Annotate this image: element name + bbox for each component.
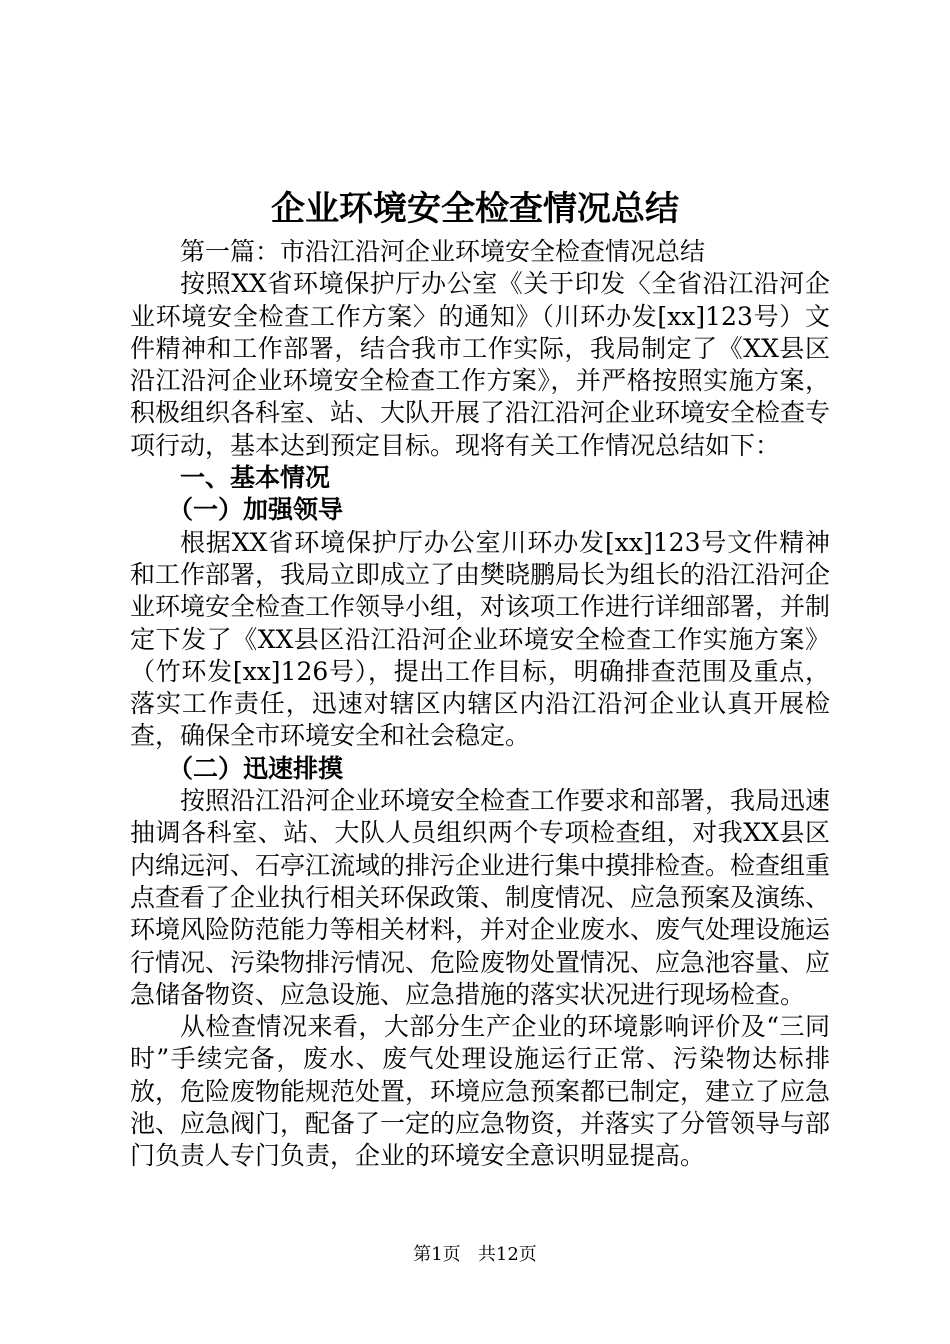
page-number: 第1页 [413,1244,461,1265]
heading-strengthen-leadership: （一）加强领导 [168,495,344,525]
document-body [130,236,830,1173]
section-heading-paragraph: 第一篇：市沿江沿河企业环境安全检查情况总结 [180,237,706,266]
findings-paragraph: 从检查情况来看，大部分生产企业的环境影响评价及“三同时”手续完备，废水、废气处理设施运行正常、污染物达标排放，危险废物能规范处置，环境应急预案都已制定，建立了应急池、应急阀门，配备了一定的应急物资，并落实了分管领导与部门负责人专门负责，企业的环境安全意识明显提高。 [130,1012,831,1171]
page-total: 共12页 [477,1244,537,1265]
investigation-paragraph: 按照沿江沿河企业环境安全检查工作要求和部署，我局迅速抽调各科室、站、大队人员组织两个专项检查组，对我XX县区内绵远河、石亭江流域的排污企业进行集中摸排检查。检查组重点查看了企业执行相关环保政策、制度情况、应急预案及演练、环境风险防范能力等相关材料，并对企业废水、废气处理设施运行情况、污染物排污情况、危险废物处置情况、应急池容量、应急储备物资、应急设施、应急措施的落实状况进行现场检查。 [130,786,831,1009]
leadership-paragraph: 根据XX省环境保护厅办公室川环办发[xx]123号文件精神和工作部署，我局立即成立了由樊晓鹏局长为组长的沿江沿河企业环境安全检查工作领导小组，对该项工作进行详细部署，并制定下发了《XX县区沿江沿河企业环境安全检查工作实施方案》（竹环发[xx]126号），提出工作目标，明确排查范围及重点，落实工作责任，迅速对辖区内辖区内沿江沿河企业认真开展检查，确保全市环境安全和社会稳定。 [130,527,831,751]
intro-paragraph: 按照XX省环境保护厅办公室《关于印发〈全省沿江沿河企业环境安全检查工作方案〉的通知》（川环办发[xx]123号）文件精神和工作部署，结合我市工作实际，我局制定了《XX县区沿江沿河企业环境安全检查工作方案》，并严格按照实施方案，积极组织各科室、站、大队开展了沿江沿河企业环境安全检查专项行动，基本达到预定目标。现将有关工作情况总结如下： [130,269,831,460]
heading-basic-situation: 一、基本情况 [180,463,331,493]
heading-rapid-investigation: （二）迅速排摸 [168,753,344,783]
page-footer [0,1243,950,1267]
document-title: 企业环境安全检查情况总结 [271,189,679,229]
